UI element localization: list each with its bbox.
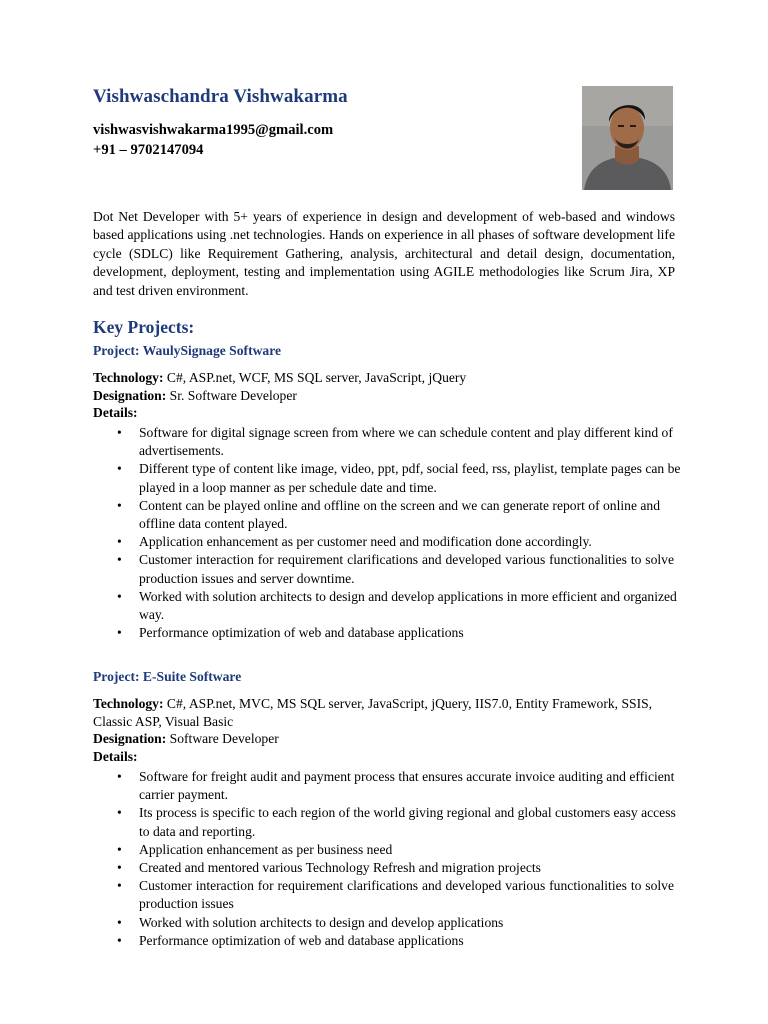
- list-item: • Application enhancement as per customer need and modification done accordingly.: [93, 533, 688, 551]
- details-label: Details:: [93, 405, 138, 421]
- email-address: vishwasvishwakarma1995@gmail.com: [93, 122, 334, 138]
- list-item: • Application enhancement as per business need: [93, 841, 688, 859]
- list-item: • Different type of content like image, video, ppt, pdf, social feed, rss, playlist, template pages can be played in a loop manner as per schedule date and time.: [93, 460, 688, 496]
- list-item: • Performance optimization of web and database applications: [93, 624, 688, 642]
- designation-label: Designation:: [93, 387, 167, 403]
- list-item: • Software for freight audit and payment process that ensures accurate invoice auditing and efficient carrier payment.: [93, 768, 688, 804]
- list-item: • Content can be played online and offline on the screen and we can generate report of online and offline data content played.: [93, 497, 688, 533]
- details-line: [93, 748, 653, 766]
- details-label: Details:: [93, 748, 138, 764]
- phone-number: +91 – 9702147094: [93, 142, 204, 158]
- project-title: Project: E-Suite Software: [93, 669, 242, 684]
- professional-summary: Dot Net Developer with 5+ years of experience in design and development of web-based and windows based applications using .net technologies. Hands on experience in all phases of software development life cycle (SDLC) like Requirement Gathering, analysis, architectural and detail design, documentation, development, deployment, testing and implementation using AGILE methodologies like Scrum Jira, XP and test driven environment.: [93, 209, 675, 298]
- list-item: • Created and mentored various Technology Refresh and migration projects: [93, 859, 688, 877]
- project-meta: [93, 369, 653, 422]
- profile-photo-image: [582, 86, 673, 190]
- technology-value: C#, ASP.net, WCF, MS SQL server, JavaScript, jQuery: [166, 370, 467, 385]
- technology-label: Technology:: [93, 696, 164, 711]
- list-item: • Software for digital signage screen from where we can schedule content and play different kind of advertisements.: [93, 424, 688, 460]
- list-item: • Customer interaction for requirement clarifications and developed various functionalities to solve production issues and server downtime.: [93, 551, 674, 587]
- project-title: Project: WaulySignage Software: [93, 343, 282, 358]
- designation-value: Software Developer: [169, 731, 279, 747]
- contact-block: [93, 120, 333, 160]
- list-item: • Performance optimization of web and database applications: [93, 932, 688, 950]
- project-details-list: [93, 768, 688, 950]
- technology-line: [93, 695, 653, 730]
- technology-line: [93, 369, 653, 387]
- project-details-list: [93, 424, 688, 642]
- key-projects-heading: Key Projects:: [93, 317, 195, 337]
- candidate-name: Vishwaschandra Vishwakarma: [93, 86, 348, 107]
- technology-value: C#, ASP.net, MVC, MS SQL server, JavaScript, jQuery, IIS7.0, Entity Framework, SSIS, Classic ASP, Visual Basic: [93, 696, 653, 729]
- list-item: • Worked with solution architects to design and develop applications: [93, 914, 688, 932]
- designation-line: [93, 387, 653, 405]
- details-line: [93, 404, 653, 422]
- project-meta: [93, 695, 653, 765]
- designation-label: Designation:: [93, 731, 167, 747]
- designation-value: Sr. Software Developer: [169, 387, 297, 403]
- list-item: • Its process is specific to each region of the world giving regional and global customers easy access to data and reporting.: [93, 804, 688, 840]
- designation-line: [93, 730, 653, 748]
- list-item: • Worked with solution architects to design and develop applications in more efficient and organized way.: [93, 588, 688, 624]
- technology-label: Technology:: [93, 370, 164, 385]
- profile-photo: [582, 86, 673, 190]
- list-item: • Customer interaction for requirement clarifications and developed various functionalities to solve production issues: [93, 877, 674, 913]
